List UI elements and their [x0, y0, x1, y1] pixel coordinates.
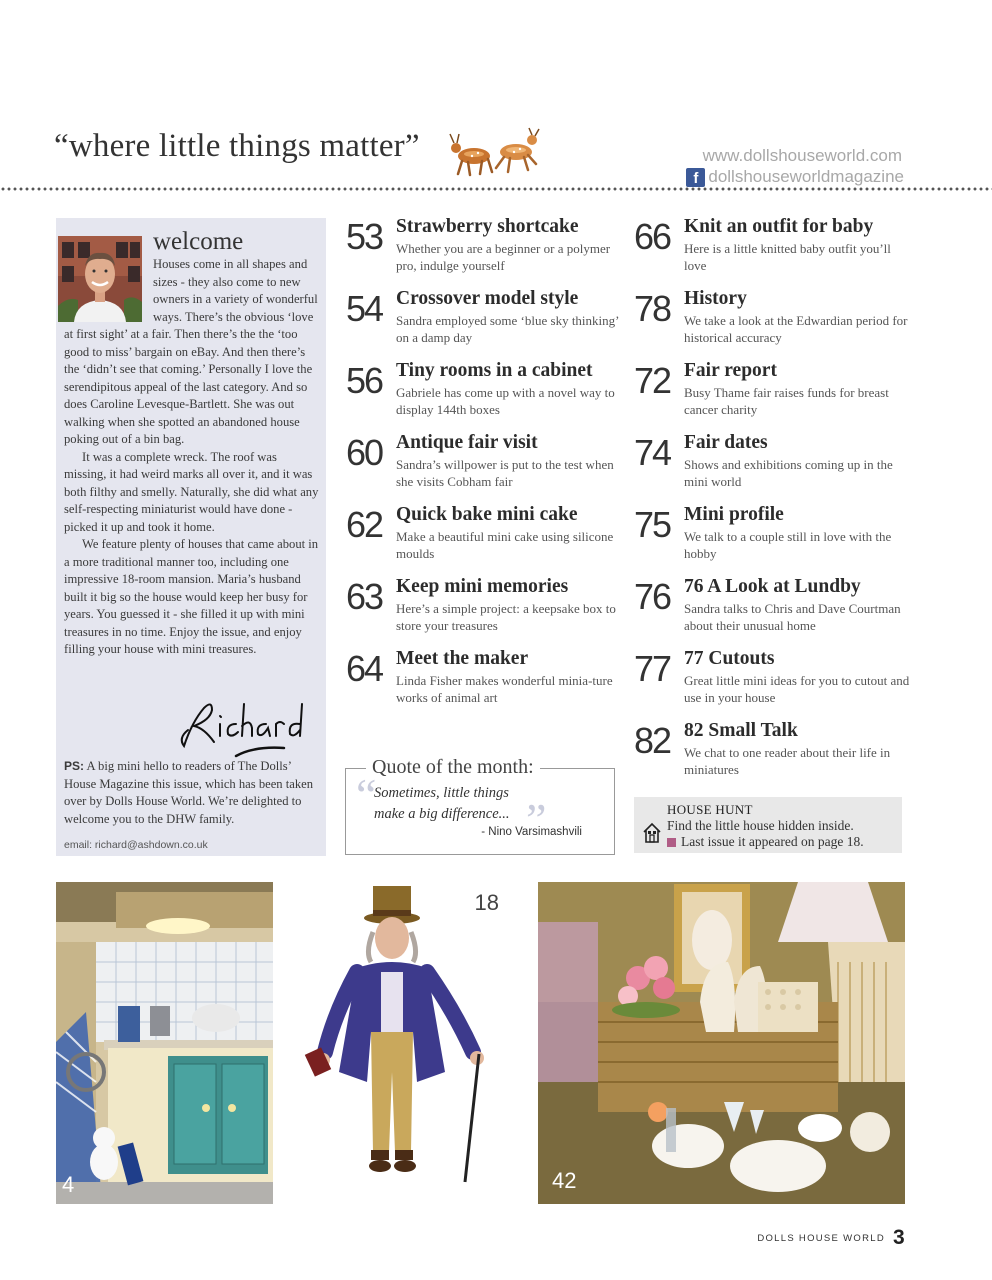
close-quote-mark: ” [526, 794, 547, 845]
contents-item[interactable] [634, 720, 924, 790]
deer-illustration [444, 126, 548, 182]
contents-title: 76 A Look at Lundby [684, 576, 861, 597]
contents-title: History [684, 288, 747, 309]
contents-item[interactable] [346, 360, 636, 430]
photo-page-number: 42 [552, 1168, 577, 1193]
facebook-link[interactable] [686, 167, 904, 187]
quote-text [374, 783, 594, 825]
contents-item[interactable] [634, 216, 924, 286]
contents-page-number: 62 [346, 504, 383, 545]
contents-title: Meet the maker [396, 648, 529, 669]
contents-description: Great little mini ideas for you to cutout and use in your house [684, 673, 910, 705]
welcome-paragraph-2: It was a complete wreck. The roof was missing, it had weird marks all over it, and it was both filthy and smelly. Naturally, she did what any self-respecting miniaturist would have done - picked it up and took it home. [64, 449, 319, 534]
contents-item[interactable] [634, 288, 924, 358]
facebook-name: dollshouseworldmagazine [708, 167, 904, 186]
contents-description: Sandra employed some ‘blue sky thinking’ on a damp day [396, 313, 619, 345]
contents-item[interactable] [634, 504, 924, 574]
welcome-panel [56, 218, 326, 856]
contents-page-number: 76 [634, 576, 671, 617]
quote-box [345, 756, 615, 855]
contents-description: Sandra talks to Chris and Dave Courtman about their unusual home [684, 601, 901, 633]
welcome-text [64, 256, 320, 659]
house-hunt-box [634, 797, 902, 853]
contents-description: We chat to one reader about their life in miniatures [684, 745, 891, 777]
dotted-divider [0, 186, 992, 192]
contents-page-number: 75 [634, 504, 671, 545]
tagline: “where little things matter” [54, 128, 420, 164]
contents-title: Fair dates [684, 432, 768, 453]
contents-description: Whether you are a beginner or a polymer pro, indulge yourself [396, 241, 611, 273]
contents-item[interactable] [634, 576, 924, 646]
contents-page-number: 56 [346, 360, 383, 401]
contents-page-number: 72 [634, 360, 671, 401]
photo-doll [295, 882, 517, 1204]
contents-title: Keep mini memories [396, 576, 569, 597]
footer-magazine-name: DOLLS HOUSE WORLD [757, 1233, 885, 1244]
ps-text: A big mini hello to readers of The Dolls’ House Magazine this issue, which has been taken over by Dolls House World. We’re delighted to welcome you to the DHW family. [64, 759, 314, 826]
contents-description: Sandra’s willpower is put to the test when she visits Cobham fair [396, 457, 614, 489]
contents-page-number: 66 [634, 216, 671, 257]
house-hunt-last-issue [667, 834, 864, 850]
contents-title: 77 Cutouts [684, 648, 775, 669]
editor-signature [174, 694, 314, 764]
contents-description: Make a beautiful mini cake using silicone moulds [396, 529, 614, 561]
contents-description: Here’s a simple project: a keepsake box to store your treasures [396, 601, 616, 633]
photo-page-number: 18 [474, 890, 499, 915]
contents-page-number: 60 [346, 432, 383, 473]
house-hunt-title: HOUSE HUNT [667, 802, 753, 817]
website-link[interactable]: www.dollshouseworld.com [702, 146, 902, 165]
welcome-title: welcome [153, 228, 244, 255]
contents-description: We talk to a couple still in love with the hobby [684, 529, 892, 561]
bullet-square [667, 838, 676, 847]
contents-title: 82 Small Talk [684, 720, 798, 741]
house-hunt-text: Find the little house hidden inside. [667, 818, 854, 833]
contents-title: Quick bake mini cake [396, 504, 578, 525]
contents-title: Crossover model style [396, 288, 579, 309]
contents-item[interactable] [346, 576, 636, 646]
vintage-display-image [538, 882, 905, 1204]
contents-item[interactable] [346, 648, 636, 718]
photo-page-number: 4 [62, 1172, 75, 1197]
quote-line-2: make a big difference... [374, 806, 510, 822]
contents-item[interactable] [346, 504, 636, 574]
contents-page-number: 82 [634, 720, 671, 761]
contents-description: Linda Fisher makes wonderful minia-ture works of animal art [396, 673, 613, 705]
contents-title: Knit an outfit for baby [684, 216, 874, 237]
contents-item[interactable] [634, 648, 924, 718]
house-hunt-last-issue-text: Last issue it appeared on page 18. [681, 834, 864, 849]
contents-description: Busy Thame fair raises funds for breast cancer charity [684, 385, 889, 417]
page-number: 3 [893, 1226, 905, 1249]
portrait-spacer [64, 256, 153, 326]
contents-item[interactable] [634, 432, 924, 502]
contents-title: Strawberry shortcake [396, 216, 579, 237]
contents-description: We take a look at the Edwardian period for historical accuracy [684, 313, 908, 345]
contents-page-number: 74 [634, 432, 671, 473]
postscript [64, 758, 320, 828]
welcome-paragraph-1: Houses come in all shapes and sizes - they also come to new owners in a variety of wonderful ways. There’s the obvious ‘love at first sight’ at a fair. Then there’s the the ‘too good to miss’ bargain on eBay. And then there’s the ‘didn’t see that coming.’ Personally I love the serendipitous appeal of the last category. And so does Caroline Levesque-Bartlett. She was out walking when she spotted an abandoned house poking out of a bin bag. [64, 257, 318, 446]
contents-item[interactable] [346, 432, 636, 502]
contents-page-number: 78 [634, 288, 671, 329]
editor-email[interactable]: email: richard@ashdown.co.uk [64, 839, 208, 851]
open-quote-mark: “ [356, 769, 377, 820]
welcome-paragraph-3: We feature plenty of houses that came about in a more traditional manner too, including one impressive 18-room mansion. Maria’s husband built it big so the house would keep her busy for years. You guessed it - she filled it up with mini treasures in no time. Enjoy the issue, and enjoy filling your house with mini treasures. [64, 537, 319, 656]
contents-page-number: 64 [346, 648, 383, 689]
contents-title: Fair report [684, 360, 777, 381]
photo-kitchen [56, 882, 273, 1204]
contents-item[interactable] [346, 216, 636, 286]
kitchen-image [56, 882, 273, 1204]
contents-page-number: 63 [346, 576, 383, 617]
contents-title: Antique fair visit [396, 432, 538, 453]
house-icon [642, 822, 662, 844]
doll-image [295, 882, 517, 1204]
contents-title: Mini profile [684, 504, 784, 525]
quote-line-1: Sometimes, little things [374, 785, 509, 801]
quote-author: - Nino Varsimashvili [481, 826, 582, 838]
contents-description: Shows and exhibitions coming up in the mini world [684, 457, 893, 489]
contents-page-number: 77 [634, 648, 671, 689]
contents-title: Tiny rooms in a cabinet [396, 360, 593, 381]
photo-vintage-display [538, 882, 905, 1204]
contents-item[interactable] [346, 288, 636, 358]
contents-item[interactable] [634, 360, 924, 430]
facebook-icon: f [686, 168, 705, 187]
ps-label: PS: [64, 759, 85, 773]
contents-description: Here is a little knitted baby outfit you’ll love [684, 241, 891, 273]
contents-description: Gabriele has come up with a novel way to display 144th boxes [396, 385, 615, 417]
contents-page-number: 54 [346, 288, 383, 329]
contents-page-number: 53 [346, 216, 383, 257]
quote-label: Quote of the month: [366, 756, 540, 779]
